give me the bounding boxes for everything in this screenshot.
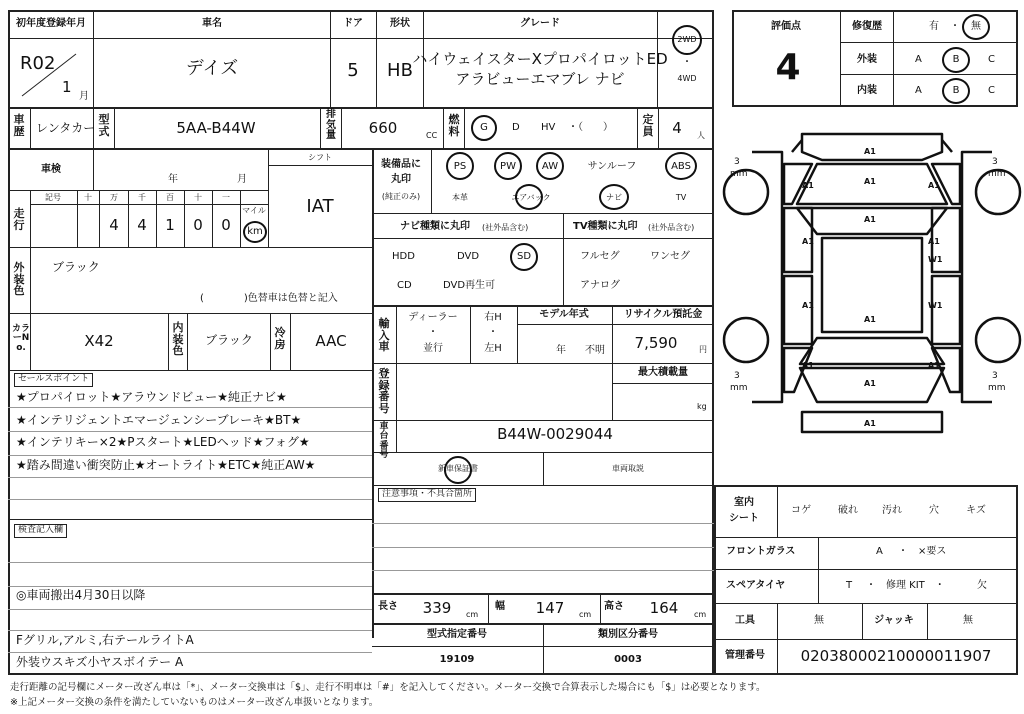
shape-value: HB [387, 60, 413, 81]
repair-dot: ・ [950, 21, 960, 32]
interior-color: ブラック [205, 333, 253, 347]
rear-right-door [932, 276, 960, 344]
navi-type-sub: (社外品含む) [482, 223, 529, 232]
equipment-leather: 本革 [452, 193, 468, 202]
interior-label: 内装 [857, 85, 877, 96]
model-year-unit: 年 [556, 345, 566, 356]
person-unit: 人 [697, 131, 705, 140]
fuel-label: 燃料 [448, 113, 460, 138]
interior-c: C [988, 85, 995, 96]
inspection-month-unit: 月 [237, 174, 247, 185]
mark-trunk: A1 [864, 379, 876, 388]
height-unit: cm [694, 610, 707, 619]
drive-2wd: 2WD [677, 35, 697, 44]
mark-right-w1-front: W1 [928, 255, 943, 264]
mileage-digit-label-6: 一 [222, 193, 230, 202]
jack-label: ジャッキ [874, 615, 914, 626]
import-right: 右H [484, 312, 502, 323]
type-no: 19109 [439, 654, 475, 665]
mileage-km: km [247, 226, 263, 237]
spare-label: スペアタイヤ [726, 580, 786, 591]
color-value: ブラック [52, 260, 100, 274]
fuel-g: G [480, 122, 488, 133]
selling-point-3: ★インテリキー×2★Pスタート★LEDヘッド★フォグ★ [16, 435, 310, 449]
model-value: 5AA-B44W [176, 119, 256, 137]
mileage-digit-6: 0 [221, 216, 231, 234]
repair-yes: 有 [929, 21, 939, 32]
mileage-digit-label-0: 記号 [45, 193, 61, 202]
fuel-hv: HV [541, 122, 556, 133]
selling-point-4: ★踏み間違い衝突防止★オートライト★ETC★純正AW★ [16, 458, 316, 472]
width-unit: cm [579, 610, 592, 619]
interior-b: B [952, 85, 960, 96]
max-load-label: 最大積載量 [638, 367, 688, 378]
inspection-label: 車検 [41, 164, 61, 175]
equipment-sublabel: (純正のみ) [381, 192, 421, 201]
inspector-note-2: Fグリル,アルミ,右テールライトA [16, 633, 194, 647]
mileage-digit-label-1: 十 [84, 193, 92, 202]
height-label: 高さ [604, 601, 624, 612]
type-no-label: 型式指定番号 [427, 629, 487, 640]
mileage-label: 走行 [13, 207, 25, 232]
mark-front-bumper: A1 [864, 147, 876, 156]
mark-rear-right-fender: A1 [928, 361, 940, 370]
tv-fullseg: フルセグ [580, 251, 620, 262]
fuel-d: D [512, 122, 520, 133]
import-dot-2: ・ [488, 327, 498, 338]
height-value: 164 [649, 599, 679, 617]
mark-rear-left-fender: A1 [802, 361, 814, 370]
cabin-label-1: 室内 [734, 497, 754, 508]
mark-right-w1-rear: W1 [928, 301, 943, 310]
equipment-airbag: エアバック [511, 193, 551, 202]
mark-rear-left-door: A1 [802, 301, 814, 310]
drive-4wd: 4WD [677, 74, 697, 83]
mileage-digit-5: 0 [193, 216, 203, 234]
fuel-other: ・（ ） [568, 122, 613, 133]
tire-rr-tread: 3 [992, 371, 998, 381]
recycle-value: 7,590 [634, 334, 678, 352]
color-code-label: カラーNo. [12, 324, 31, 353]
interior-color-label: 内装色 [172, 321, 184, 358]
mgmt-label: 管理番号 [725, 650, 765, 661]
cabin-label-2: シート [729, 513, 759, 524]
color-code: X42 [84, 332, 114, 350]
tv-type-sub: (社外品含む) [648, 223, 695, 232]
warranty-label: 新車保証書 [438, 464, 478, 473]
mileage-digit-3: 4 [137, 216, 147, 234]
kg-unit: kg [697, 402, 707, 411]
import-dealer: ディーラー [408, 312, 458, 323]
tire-rr-unit: mm [988, 383, 1006, 393]
displacement-value: 660 [368, 119, 398, 137]
inspector-note-3: 外装ウスキズ小ヤスボイテー A [16, 655, 184, 669]
inspector-note-1: ◎車両搬出4月30日以降 [16, 588, 146, 602]
selling-point-2: ★インテリジェントエマージェンシーブレーキ★BT★ [16, 413, 302, 427]
tool-label: 工具 [735, 615, 755, 626]
exterior-a: A [915, 54, 922, 65]
mgmt-value: 02038000210000011907 [800, 647, 992, 665]
import-left: 左H [484, 343, 502, 354]
model-year-unknown: 不明 [585, 345, 605, 356]
mileage-digit-label-4: 百 [166, 193, 174, 202]
aircon-value: AAC [315, 332, 347, 350]
inspection-year-unit: 年 [168, 174, 178, 185]
usage-value: レンタカー [36, 121, 96, 135]
repair-no: 無 [971, 21, 981, 32]
grade-label: グレード [520, 18, 560, 29]
equipment-sunroof: サンルーフ [587, 161, 637, 172]
grade-line2: アラビューエマブレ ナビ [455, 70, 625, 88]
mark-roof: A1 [864, 315, 876, 324]
mileage-digit-label-5: 十 [194, 193, 202, 202]
selling-points-label: セールスポイント [14, 373, 93, 387]
registration-label: 登録番号 [378, 367, 390, 415]
drive-dot: ・ [682, 57, 692, 68]
registration-month: 1 [62, 78, 72, 96]
cabin-scratch: キズ [966, 505, 986, 516]
recycle-label: リサイクル預託金 [623, 309, 703, 320]
import-dot: ・ [428, 327, 438, 338]
tv-oneseg: ワンセグ [650, 251, 690, 262]
rear-glass-shape [800, 338, 944, 364]
shape-label: 形状 [390, 18, 410, 29]
tv-type-label: TV種類に丸印 [573, 221, 638, 232]
tire-fl-unit: mm [730, 169, 748, 179]
rear-left-wheel [724, 318, 768, 362]
equipment-navi: ナビ [606, 193, 622, 202]
mark-front-left-fender: A1 [802, 181, 814, 190]
equipment-aw: AW [541, 161, 559, 172]
capacity-value: 4 [672, 119, 682, 137]
mileage-digit-label-2: 万 [110, 193, 118, 202]
mileage-digit-2: 4 [109, 216, 119, 234]
equipment-label-2: 丸印 [391, 174, 411, 185]
exterior-c: C [988, 54, 995, 65]
mileage-digit-label-3: 千 [138, 193, 146, 202]
navi-type-label: ナビ種類に丸印 [400, 221, 470, 232]
length-unit: cm [466, 610, 479, 619]
aircon-label: 冷房 [274, 326, 286, 351]
navi-hdd: HDD [392, 251, 415, 262]
class-no: 0003 [614, 654, 642, 665]
equipment-ps: PS [453, 161, 467, 172]
car-name: デイズ [185, 58, 239, 79]
chassis-value: B44W-0029044 [497, 425, 613, 443]
car-name-label: 車名 [202, 18, 222, 29]
rear-left-door [784, 276, 812, 344]
width-value: 147 [535, 599, 565, 617]
score-value: 4 [775, 47, 801, 88]
registration-year-label: 初年度登録年月 [16, 18, 86, 29]
windshield-rest: ・ ×要ス [898, 546, 947, 557]
inspector-label: 検査記入欄 [14, 524, 67, 538]
usage-label: 車歴 [13, 113, 25, 138]
mileage-mile: マイル [242, 206, 266, 215]
grade-line1: ハイウェイスターXプロパイロットED [412, 50, 668, 68]
color-label: 外装色 [13, 261, 25, 298]
yen-unit: 円 [699, 345, 707, 354]
model-label: 型式 [98, 113, 110, 138]
class-no-label: 類別区分番号 [598, 629, 658, 640]
cabin-stain: 汚れ [882, 505, 902, 516]
tire-fr-unit: mm [988, 169, 1006, 179]
equipment-label-1: 装備品に [381, 159, 421, 170]
length-label: 長さ [378, 601, 398, 612]
navi-cd: CD [397, 280, 412, 291]
chassis-label: 車台番号 [379, 422, 389, 461]
exterior-b: B [952, 54, 960, 65]
cabin-hole: 穴 [929, 505, 939, 516]
registration-era: R02 [20, 53, 56, 74]
navi-dvd: DVD [457, 251, 480, 262]
score-label: 評価点 [771, 21, 801, 32]
tire-fl-tread: 3 [734, 157, 740, 167]
exterior-label: 外装 [857, 54, 877, 65]
repair-label: 修復歴 [852, 21, 882, 32]
footer-note-1: 走行距離の記号欄にメーター改ざん車は「*」、メーター交換車は「$」、走行不明車は「#」を記入してください。メーター交換で合算表示した場合にも「$」は必要となります。 [10, 682, 766, 693]
windshield-label: フロントガラス [726, 546, 796, 557]
mark-hood: A1 [864, 177, 876, 186]
tire-rl-tread: 3 [734, 371, 740, 381]
tv-analog: アナログ [580, 280, 620, 291]
displacement-label: 排気量 [326, 109, 336, 141]
color-note: ( )色替車は色替と記入 [200, 293, 338, 304]
equipment-tv: TV [675, 193, 687, 202]
tire-fr-tread: 3 [992, 157, 998, 167]
rear-right-wheel [976, 318, 1020, 362]
navi-sd: SD [516, 251, 532, 262]
mark-rear-bumper: A1 [864, 419, 876, 428]
shift-value: IAT [306, 196, 334, 217]
cc-unit: CC [426, 131, 438, 140]
mileage-digit-4: 1 [165, 216, 175, 234]
tool-value: 無 [814, 615, 824, 626]
mark-front-right-door: A1 [928, 237, 940, 246]
navi-dvd-play: DVD再生可 [443, 280, 496, 291]
notice-label: 注意事項・不具合箇所 [378, 488, 476, 502]
footer-note-2: ※上記メーター交換の条件を満たしていないものはメーター改ざん車扱いとなります。 [10, 697, 379, 708]
length-value: 339 [422, 599, 452, 617]
mark-front-left-door: A1 [802, 237, 814, 246]
interior-a: A [915, 85, 922, 96]
spare-t: T [846, 580, 853, 591]
import-parallel: 並行 [423, 343, 443, 354]
mark-windshield: A1 [864, 215, 876, 224]
shift-label: シフト [308, 153, 332, 162]
spare-none: 欠 [977, 580, 987, 591]
mark-front-right-fender: A1 [928, 181, 940, 190]
jack-value: 無 [963, 615, 973, 626]
manual-label: 車両取説 [612, 464, 644, 473]
tire-rl-unit: mm [730, 383, 748, 393]
equipment-pw: PW [500, 161, 516, 172]
equipment-abs: ABS [671, 161, 691, 172]
width-label: 幅 [495, 601, 505, 612]
selling-point-1: ★プロパイロット★アラウンドビュー★純正ナビ★ [16, 390, 287, 404]
doors-label: ドア [343, 18, 363, 29]
windshield-a: A [876, 546, 883, 557]
capacity-label: 定員 [642, 113, 654, 138]
import-label: 輸入車 [378, 317, 390, 354]
model-year-label: モデル年式 [539, 309, 589, 320]
cabin-tear: 破れ [838, 505, 858, 516]
cabin-burn: コゲ [791, 505, 811, 516]
car-damage-diagram [722, 112, 1022, 482]
month-unit: 月 [79, 91, 89, 102]
doors-value: 5 [347, 60, 359, 81]
spare-kit: ・ 修理 KIT ・ [866, 580, 945, 591]
